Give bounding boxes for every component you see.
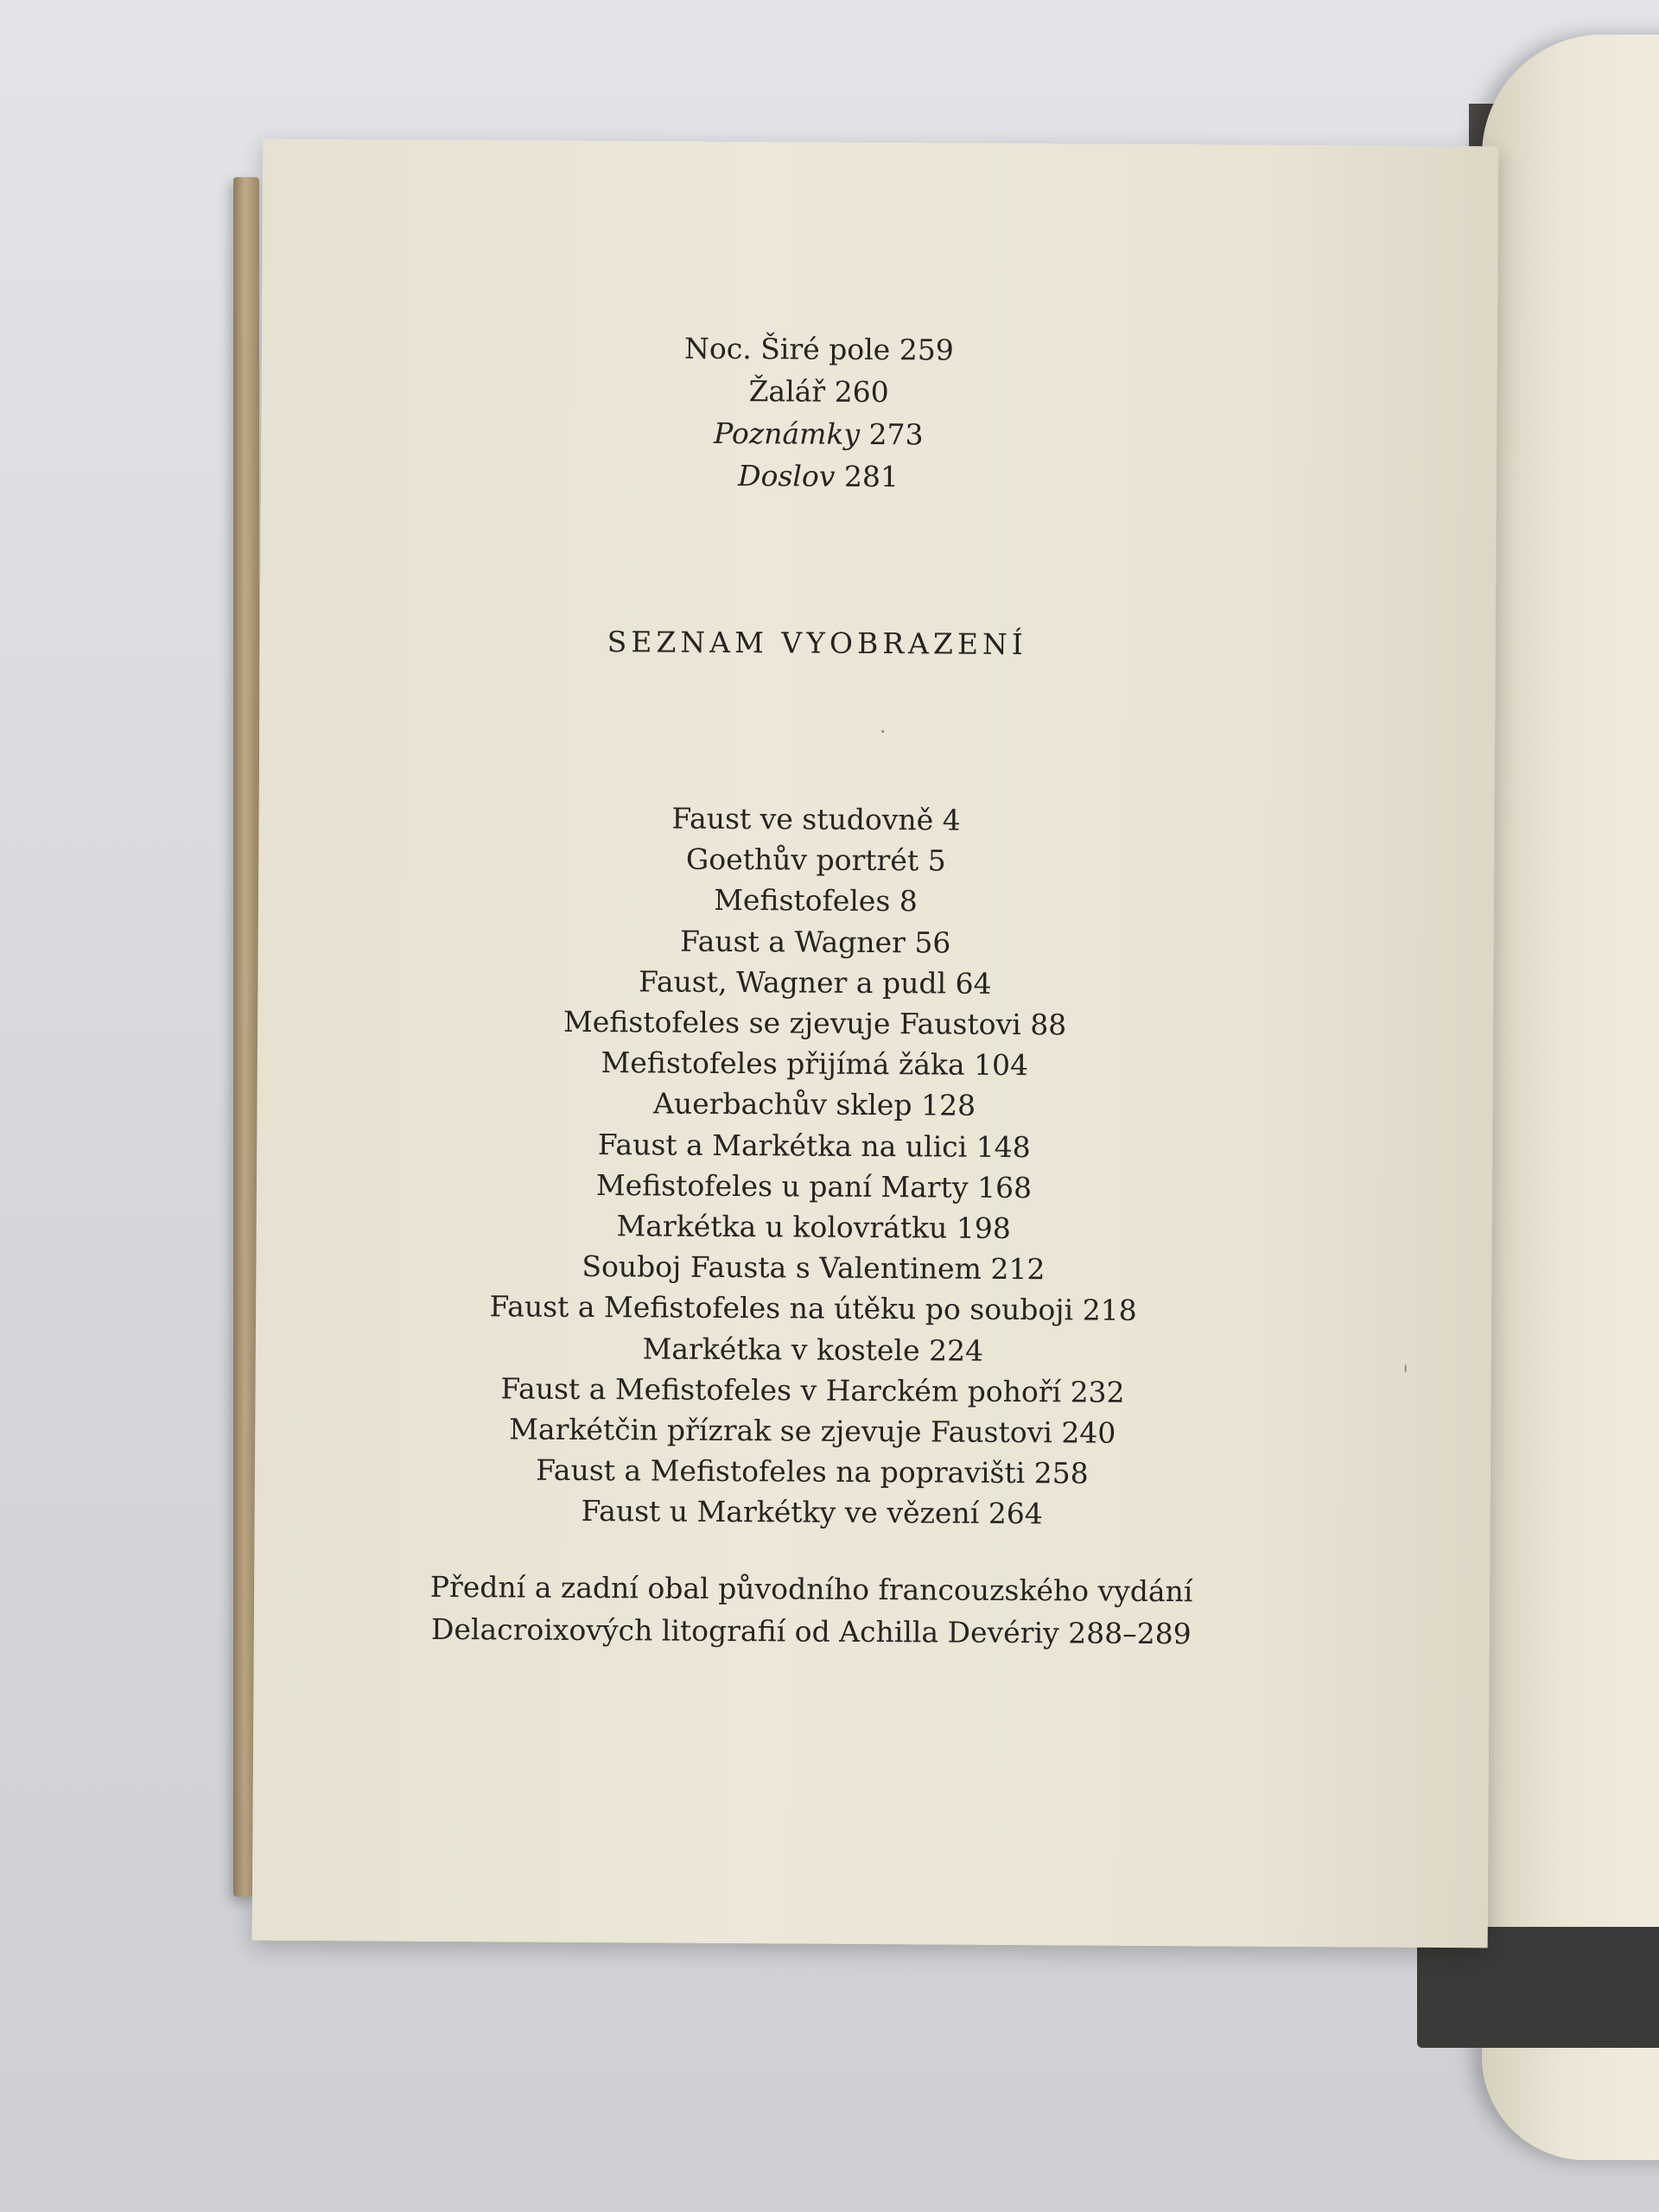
cover-note	[194, 1564, 1430, 1656]
illustration-title: Mefistofeles u paní Marty	[595, 1167, 969, 1205]
illustration-page: 264	[988, 1497, 1043, 1531]
page-heading: SEZNAM VYOBRAZENÍ	[607, 625, 1028, 662]
toc-entry-title: Žalář	[748, 374, 826, 409]
illustration-page: 240	[1061, 1415, 1116, 1450]
cover-note-line-1: Přední a zadní obal původního francouzského vydání	[429, 1569, 1193, 1609]
toc-entry-page: 273	[868, 416, 924, 452]
paper-speck	[1405, 1364, 1407, 1373]
illustration-title: Mefistofeles se zjevuje Faustovi	[563, 1004, 1021, 1042]
illustration-title: Faust a Mefistofeles na útěku po souboji	[489, 1289, 1074, 1327]
toc-entry-page: 281	[843, 459, 899, 494]
illustration-page: 104	[974, 1047, 1029, 1083]
illustration-title: Faust a Mefistofeles na popravišti	[536, 1452, 1026, 1491]
illustration-title: Faust a Markétka na ulici	[597, 1127, 968, 1164]
illustrations-list	[194, 795, 1434, 1536]
illustration-title: Markétčin přízrak se zjevuje Faustovi	[509, 1412, 1052, 1450]
illustration-title: Faust ve studovně	[671, 801, 934, 837]
illustration-page: 64	[955, 966, 992, 1001]
illustration-page: 128	[920, 1088, 976, 1123]
illustration-page: 212	[990, 1252, 1046, 1287]
illustration-title: Faust a Mefistofeles v Harckém pohoří	[500, 1371, 1062, 1409]
illustration-page: 5	[927, 843, 946, 878]
cover-note-line-2	[194, 1606, 1429, 1656]
table-of-contents-end	[200, 324, 1437, 501]
illustration-page: 4	[942, 803, 961, 837]
illustration-page: 224	[928, 1333, 984, 1368]
toc-entry-page: 260	[834, 374, 889, 410]
illustration-title: Souboj Fausta s Valentinem	[582, 1249, 982, 1286]
paper-speck	[881, 730, 884, 733]
illustration-page: 258	[1033, 1456, 1089, 1491]
toc-entry	[201, 324, 1437, 374]
illustration-page: 148	[976, 1129, 1031, 1164]
illustration-page: 56	[914, 925, 951, 960]
toc-entry	[200, 409, 1436, 459]
illustration-title: Faust u Markétky ve vězení	[581, 1494, 980, 1531]
toc-entry-title: Poznámky	[713, 416, 861, 451]
illustration-title: Auerbachův sklep	[652, 1086, 912, 1122]
illustration-page: 218	[1082, 1293, 1137, 1328]
illustration-title: Faust a Wagner	[679, 924, 906, 959]
illustration-title: Mefistofeles přijímá žáka	[601, 1046, 965, 1082]
toc-entry-title: Doslov	[737, 459, 836, 493]
illustration-page: 8	[899, 884, 918, 918]
illustration-title: Markétka u kolovrátku	[616, 1209, 948, 1245]
illustration-title: Faust, Wagner a pudl	[639, 964, 947, 1001]
cover-note-line-2-text: Delacroixových litografií od Achilla Devériy	[430, 1611, 1059, 1650]
toc-entry	[200, 451, 1436, 501]
illustration-page: 198	[956, 1211, 1011, 1245]
toc-entry	[200, 366, 1436, 416]
illustration-entry	[194, 1489, 1430, 1537]
illustration-title: Markétka v kostele	[642, 1332, 920, 1367]
illustration-page: 88	[1030, 1007, 1067, 1042]
illustration-title: Mefistofeles	[714, 883, 891, 918]
illustration-title: Goethův portrét	[685, 842, 919, 878]
cover-note-pages: 288–289	[1068, 1616, 1192, 1651]
illustration-page: 168	[976, 1170, 1033, 1205]
toc-entry-page: 259	[899, 333, 954, 367]
illustration-page: 232	[1070, 1375, 1125, 1409]
toc-entry-title: Noc. Širé pole	[683, 331, 891, 367]
book-page	[252, 139, 1499, 1948]
right-page-curl	[1482, 35, 1659, 2160]
